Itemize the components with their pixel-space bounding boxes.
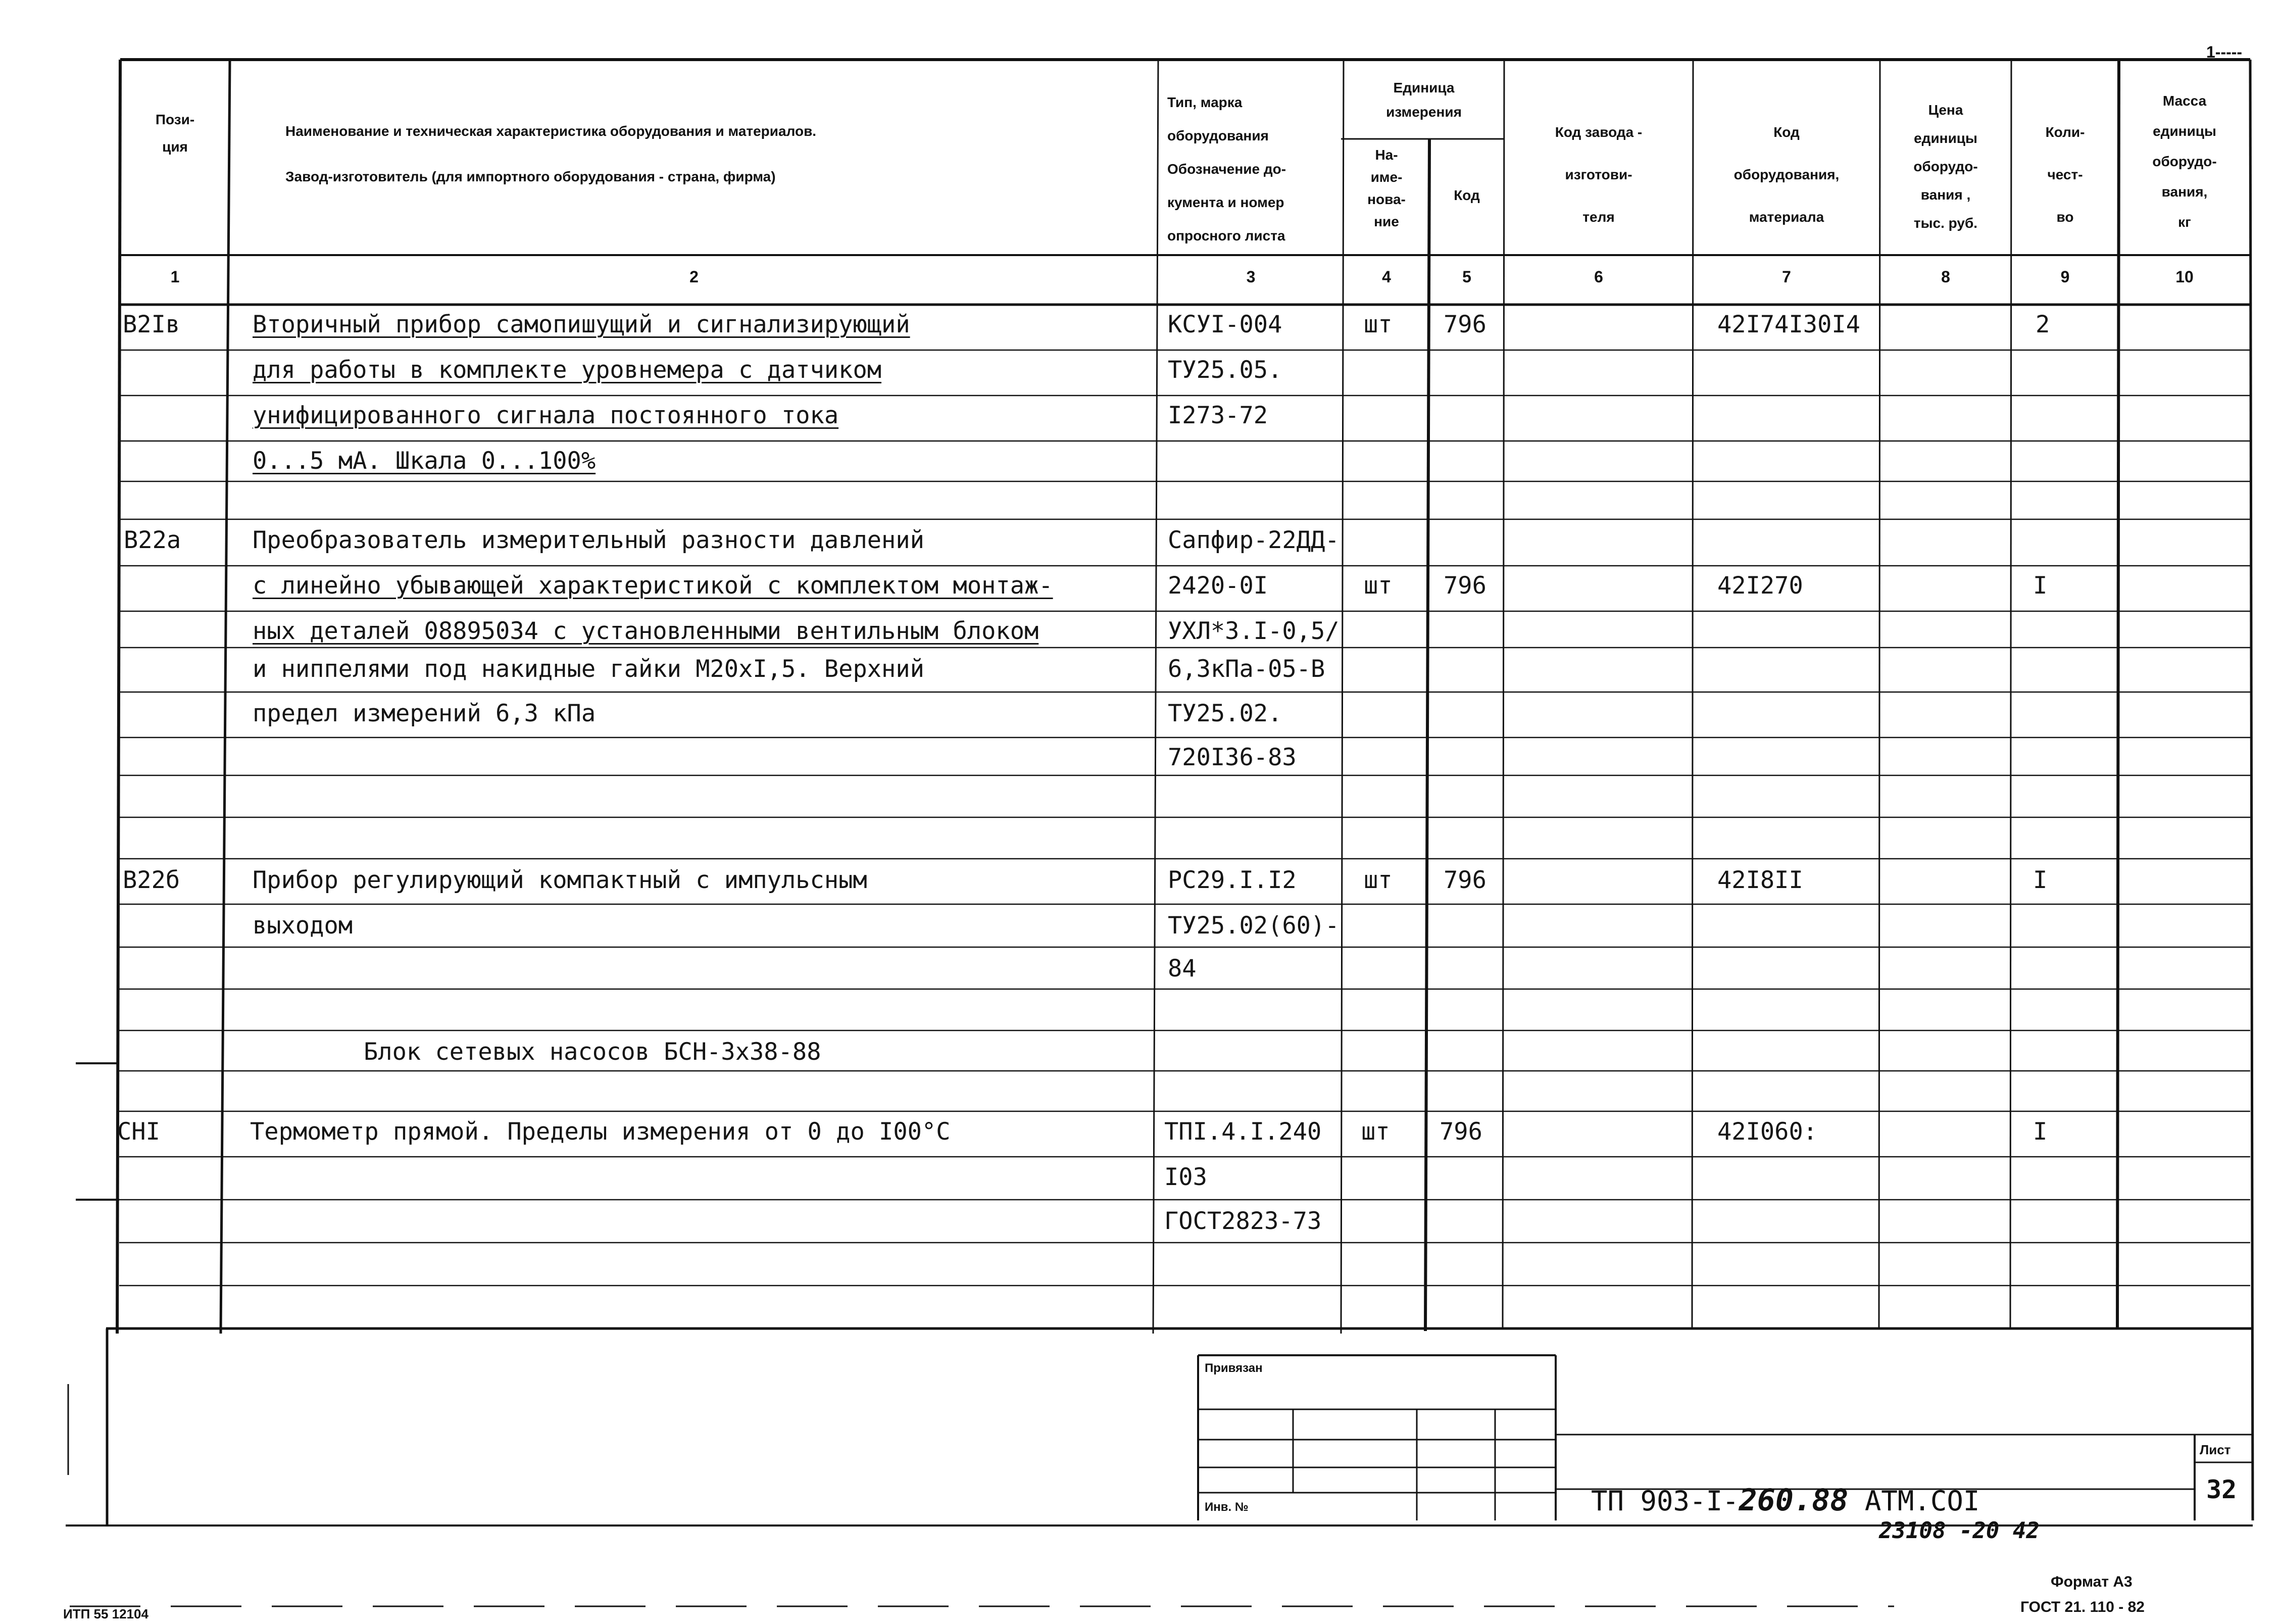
unit-code: 796 [1444,866,1486,894]
item-description-line: Преобразователь измерительный разности давлений [253,526,924,554]
item-description-line: Термометр прямой. Пределы измерения от 0 до I00°С [250,1118,951,1146]
type-mark: ГОСТ2823-73 [1164,1207,1322,1235]
unit-code: 796 [1444,311,1486,338]
item-description-line: выходом [253,912,353,940]
type-mark: Сапфир-22ДД- [1168,526,1340,554]
column-number: 10 [2175,268,2194,286]
sheet-label: Лист [2200,1442,2231,1457]
header-col-equipment-code: Код оборудования, материала [1733,124,1840,225]
column-number: 5 [1462,268,1471,286]
type-mark: УХЛ*3.I-0,5/ [1168,617,1340,645]
column-number: 2 [689,268,699,286]
column-number: 8 [1941,268,1950,286]
position-code: В22а [124,526,181,554]
type-mark: РС29.I.I2 [1168,866,1297,894]
format-label: Формат А3 [2051,1573,2133,1590]
column-number: 7 [1782,268,1791,286]
item-description-line: 0...5 мА. Шкала 0...100% [253,447,596,475]
column-number: 9 [2060,268,2070,286]
position-code: СНI [117,1118,160,1146]
quantity: I [2033,572,2048,600]
header-col-plant-code: Код завода - изготови- теля [1555,124,1643,225]
document-number-handwritten: 260.88 [1739,1483,1849,1518]
column-number: 6 [1594,268,1603,286]
section-title: Блок сетевых насосов БСН-3х38-88 [364,1038,821,1066]
quantity: I [2033,866,2048,894]
sheet-number: 32 [2206,1475,2237,1504]
header-col-price: Цена единицы оборудо- вания , тыс. руб. [1913,102,1978,231]
header-col-mass: Масса единицы оборудо- вания, кг [2152,93,2217,230]
type-mark: 720I36-83 [1168,744,1297,771]
bottom-left-code: ИТП 55 12104 [63,1606,148,1621]
archive-number: 23108 -20 42 [1879,1518,2040,1544]
privyazan-label: Привязан [1205,1361,1263,1375]
type-mark: I03 [1164,1163,1207,1191]
item-description-line: и ниппелями под накидные гайки М20хI,5. Верхний [253,655,924,683]
item-description-line: с линейно убывающей характеристикой с комплектом монтаж- [253,572,1053,600]
type-mark: ТУ25.02. [1168,700,1282,727]
header-col-quantity: Коли- чест- во [2045,124,2085,225]
header-col-unit-code: Код [1454,187,1480,203]
unit-name: шт [1364,311,1393,338]
header-col-type: Тип, марка оборудования Обозначение до- кумента и номер опросного листа [1167,94,1286,243]
item-description-line: унифицированного сигнала постоянного тока [253,402,839,429]
column-number: 1 [170,268,180,286]
item-description-line: для работы в комплекте уровнемера с датчиком [253,356,882,384]
unit-name: шт [1364,572,1393,600]
quantity: I [2033,1118,2048,1146]
column-number: 3 [1246,268,1256,286]
unit-name: шт [1361,1118,1390,1146]
type-mark: 84 [1168,955,1197,982]
item-description-line: ных деталей 08895034 с установленными вентильным блоком [253,617,1039,645]
corner-mark: 1----- [2206,43,2243,61]
position-code: В2Iв [123,311,180,338]
equipment-code: 42I270 [1717,572,1803,600]
item-description-line: предел измерений 6,3 кПа [253,700,596,727]
type-mark: ТУ25.02(60)- [1168,912,1340,940]
item-description-line: Вторичный прибор самопишущий и сигнализирующий [253,311,910,338]
header-col-unit-name: На- име- нова- ние [1367,147,1406,229]
inventory-number-label: Инв. № [1205,1500,1249,1514]
type-mark: ТУ25.05. [1168,356,1282,384]
document-code: ТП 903-I-260.88 АТМ.СОI [1591,1483,1980,1518]
unit-name: шт [1364,866,1393,894]
unit-code: 796 [1444,572,1486,600]
item-description-line: Прибор регулирующий компактный с импульсным [253,866,867,894]
header-col-name: Наименование и техническая характеристика оборудования и материалов. Завод-изготовитель (для импортного оборудования - страна, фирма) [285,123,817,184]
type-mark: 6,3кПа-05-В [1168,655,1325,683]
equipment-code: 42I74I30I4 [1717,311,1860,338]
type-mark: КСУI-004 [1168,311,1282,338]
header-unit-group: Единица измерения [1386,80,1462,120]
type-mark: ТПI.4.I.240 [1164,1118,1322,1146]
quantity: 2 [2036,311,2050,338]
position-code: В22б [123,866,180,894]
equipment-code: 42I060: [1717,1118,1818,1146]
unit-code: 796 [1440,1118,1482,1146]
header-col-position: Пози- ция [155,112,195,155]
gost-label: ГОСТ 21. 110 - 82 [2020,1599,2145,1615]
column-number: 4 [1382,268,1391,286]
type-mark: I273-72 [1168,402,1268,429]
type-mark: 2420-0I [1168,572,1268,600]
equipment-code: 42I8II [1717,866,1803,894]
